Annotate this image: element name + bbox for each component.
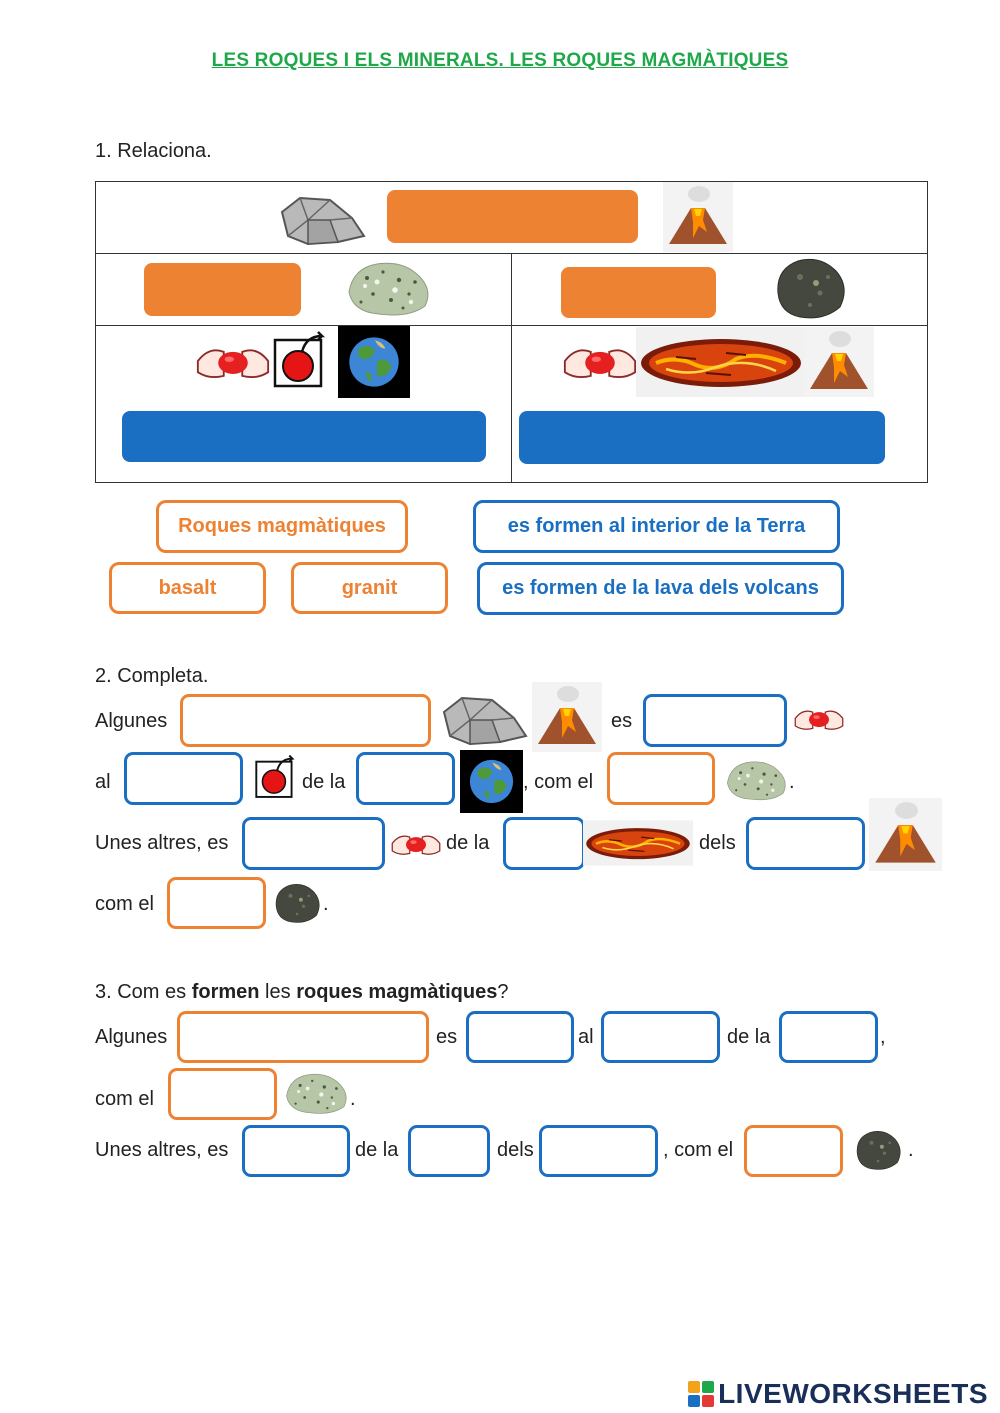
text-com-el: , com el: [523, 771, 594, 793]
section3-heading: [95, 981, 508, 1004]
text-unes-altres: Unes altres, es: [95, 832, 229, 854]
heading-bold-formen: formen: [191, 981, 260, 1003]
option-lava-volcans[interactable]: es formen de la lava dels volcans: [477, 562, 844, 615]
text-period: .: [323, 893, 329, 915]
blank-s2-formen2[interactable]: [242, 817, 385, 870]
earth-icon: [338, 326, 410, 398]
rock-icon: [440, 690, 530, 750]
text-de-la: de la: [355, 1139, 399, 1161]
text-dels: dels: [699, 832, 736, 854]
text-com-el: com el: [95, 893, 154, 915]
page-title: LES ROQUES I ELS MINERALS. LES ROQUES MAGMÀTIQUES: [211, 50, 789, 71]
text-com-el: , com el: [663, 1139, 734, 1161]
text-period: .: [350, 1088, 356, 1110]
volcano-icon: [804, 326, 874, 398]
drop-zone-granit[interactable]: [144, 263, 301, 316]
logo-mark-icon: [688, 1381, 714, 1407]
text-algunes: Algunes: [95, 1026, 168, 1048]
blank-s3-basalt[interactable]: [744, 1125, 843, 1177]
text-al: al: [95, 771, 111, 793]
text-algunes: Algunes: [95, 710, 168, 732]
option-interior-terra[interactable]: es formen al interior de la Terra: [473, 500, 840, 553]
lava-icon: [636, 326, 806, 398]
option-roques-magmatiques[interactable]: Roques magmàtiques: [156, 500, 408, 553]
blank-s2-volcans[interactable]: [746, 817, 865, 870]
option-basalt[interactable]: basalt: [109, 562, 266, 614]
option-granit[interactable]: granit: [291, 562, 448, 614]
inside-icon: [272, 330, 332, 390]
text-comma: ,: [880, 1026, 886, 1048]
blank-s3-formen[interactable]: [466, 1011, 574, 1063]
blank-s3-terra[interactable]: [779, 1011, 878, 1063]
heading-text: les: [259, 981, 297, 1003]
earth-icon: [460, 750, 523, 813]
text-unes-altres: Unes altres, es: [95, 1139, 229, 1161]
blank-s3-formen2[interactable]: [242, 1125, 350, 1177]
volcano-icon: [869, 798, 942, 871]
blank-s2-basalt[interactable]: [167, 877, 266, 929]
hands-melting-icon: [196, 338, 270, 386]
section1-heading: 1. Relaciona.: [95, 140, 212, 162]
text-com-el: com el: [95, 1088, 154, 1110]
volcano-icon: [663, 181, 733, 253]
text-period: .: [908, 1139, 914, 1161]
text-es: es: [436, 1026, 458, 1048]
granite-icon: [343, 256, 433, 320]
blank-s3-lava[interactable]: [408, 1125, 490, 1177]
text-es: es: [611, 710, 633, 732]
text-de-la: de la: [446, 832, 490, 854]
basalt-icon: [271, 878, 323, 928]
text-de-la: de la: [302, 771, 346, 793]
granite-icon: [282, 1068, 350, 1118]
drop-zone-roques[interactable]: [387, 190, 638, 243]
blank-s3-granit[interactable]: [168, 1068, 277, 1120]
inside-icon: [254, 752, 300, 802]
blank-s2-terra[interactable]: [356, 752, 455, 805]
text-dels: dels: [497, 1139, 534, 1161]
basalt-icon: [770, 253, 850, 323]
volcano-icon: [531, 682, 603, 752]
blank-s2-roques[interactable]: [180, 694, 431, 747]
section2-heading: 2. Completa.: [95, 665, 209, 687]
blank-s3-interior[interactable]: [601, 1011, 720, 1063]
heading-bold-roques: roques magmàtiques: [296, 981, 498, 1003]
blank-s2-lava[interactable]: [503, 817, 585, 870]
blank-s2-formen[interactable]: [643, 694, 787, 747]
hands-melting-icon: [391, 827, 441, 861]
hands-melting-icon: [794, 702, 844, 736]
drop-zone-lava[interactable]: [519, 411, 885, 464]
blank-s3-volcans[interactable]: [539, 1125, 658, 1177]
drop-zone-interior[interactable]: [122, 411, 486, 462]
logo-text: LIVEWORKSHEETS: [718, 1378, 988, 1409]
text-period: .: [789, 771, 795, 793]
rock-icon: [278, 190, 368, 250]
heading-text: ?: [497, 981, 509, 1003]
blank-s3-roques[interactable]: [177, 1011, 429, 1063]
lava-icon: [583, 818, 693, 868]
heading-text: 3. Com es: [95, 981, 192, 1003]
drop-zone-basalt[interactable]: [561, 267, 716, 318]
basalt-icon: [852, 1124, 904, 1176]
text-de-la: de la: [727, 1026, 771, 1048]
hands-melting-icon: [563, 338, 637, 386]
liveworksheets-logo: [688, 1378, 988, 1410]
blank-s2-interior[interactable]: [124, 752, 243, 805]
text-al: al: [578, 1026, 594, 1048]
blank-s2-granit[interactable]: [607, 752, 715, 805]
granite-icon: [723, 756, 789, 804]
